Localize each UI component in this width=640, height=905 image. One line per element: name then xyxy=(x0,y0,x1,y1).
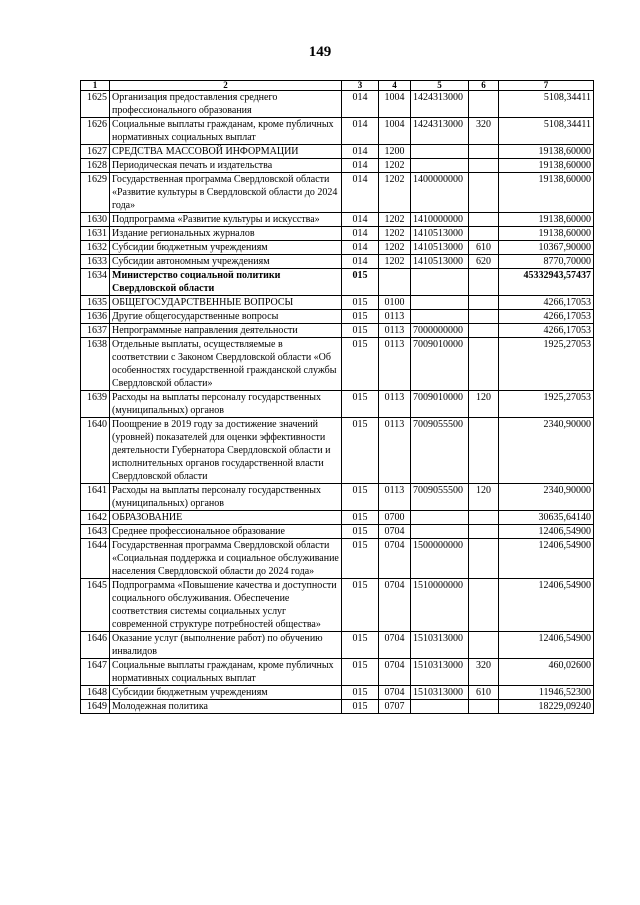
row-amount: 4266,17053 xyxy=(499,310,594,324)
row-section-code: 1202 xyxy=(379,213,411,227)
row-section-code: 1202 xyxy=(379,227,411,241)
row-section-code: 0100 xyxy=(379,296,411,310)
row-section-code: 0704 xyxy=(379,632,411,659)
row-target-code xyxy=(411,700,469,714)
row-target-code xyxy=(411,296,469,310)
row-admin-code: 015 xyxy=(342,632,379,659)
table-row xyxy=(81,391,594,418)
row-name: Среднее профессиональное образование xyxy=(110,525,342,539)
row-target-code: 1500000000 xyxy=(411,539,469,579)
row-section-code: 1202 xyxy=(379,159,411,173)
row-number: 1635 xyxy=(81,296,110,310)
row-section-code: 0113 xyxy=(379,310,411,324)
row-target-code: 1510000000 xyxy=(411,579,469,632)
row-admin-code: 015 xyxy=(342,579,379,632)
row-section-code: 1202 xyxy=(379,255,411,269)
row-amount: 4266,17053 xyxy=(499,324,594,338)
header-col-3: 3 xyxy=(342,81,379,91)
row-target-code: 1410000000 xyxy=(411,213,469,227)
row-number: 1633 xyxy=(81,255,110,269)
row-expense-type xyxy=(469,632,499,659)
row-amount: 12406,54900 xyxy=(499,525,594,539)
table-row xyxy=(81,255,594,269)
row-number: 1632 xyxy=(81,241,110,255)
table-row xyxy=(81,659,594,686)
row-admin-code: 014 xyxy=(342,173,379,213)
row-target-code: 1410513000 xyxy=(411,255,469,269)
row-name: Государственная программа Свердловской области «Социальная поддержка и социальное обслуживание населения Свердловской области до 2024 года» xyxy=(110,539,342,579)
table-row xyxy=(81,511,594,525)
row-name: Социальные выплаты гражданам, кроме публичных нормативных социальных выплат xyxy=(110,118,342,145)
table-row xyxy=(81,539,594,579)
row-amount: 2340,90000 xyxy=(499,418,594,484)
row-name: Субсидии автономным учреждениям xyxy=(110,255,342,269)
table-row xyxy=(81,632,594,659)
row-target-code: 1410513000 xyxy=(411,241,469,255)
row-admin-code: 014 xyxy=(342,91,379,118)
row-target-code: 7000000000 xyxy=(411,324,469,338)
row-admin-code: 014 xyxy=(342,159,379,173)
row-admin-code: 015 xyxy=(342,269,379,296)
row-amount: 19138,60000 xyxy=(499,213,594,227)
row-admin-code: 015 xyxy=(342,659,379,686)
row-amount: 30635,64140 xyxy=(499,511,594,525)
table-row xyxy=(81,338,594,391)
row-section-code: 0113 xyxy=(379,418,411,484)
row-section-code: 1202 xyxy=(379,173,411,213)
row-section-code xyxy=(379,269,411,296)
row-name: Молодежная политика xyxy=(110,700,342,714)
row-admin-code: 015 xyxy=(342,296,379,310)
row-amount: 12406,54900 xyxy=(499,579,594,632)
table-row xyxy=(81,118,594,145)
row-section-code: 0704 xyxy=(379,579,411,632)
row-name: Другие общегосударственные вопросы xyxy=(110,310,342,324)
row-amount: 8770,70000 xyxy=(499,255,594,269)
row-number: 1630 xyxy=(81,213,110,227)
table-row xyxy=(81,686,594,700)
row-admin-code: 014 xyxy=(342,241,379,255)
header-col-6: 6 xyxy=(469,81,499,91)
row-section-code: 0113 xyxy=(379,324,411,338)
row-section-code: 0704 xyxy=(379,539,411,579)
row-number: 1649 xyxy=(81,700,110,714)
row-expense-type xyxy=(469,310,499,324)
row-section-code: 1202 xyxy=(379,241,411,255)
row-amount: 45332943,57437 xyxy=(499,269,594,296)
row-number: 1627 xyxy=(81,145,110,159)
table-row xyxy=(81,579,594,632)
row-number: 1648 xyxy=(81,686,110,700)
page-number: 149 xyxy=(308,44,332,60)
header-col-1: 1 xyxy=(81,81,110,91)
table-row xyxy=(81,484,594,511)
row-name: Издание региональных журналов xyxy=(110,227,342,241)
row-admin-code: 014 xyxy=(342,227,379,241)
row-number: 1638 xyxy=(81,338,110,391)
row-admin-code: 015 xyxy=(342,511,379,525)
row-amount: 18229,09240 xyxy=(499,700,594,714)
table-row xyxy=(81,213,594,227)
row-number: 1636 xyxy=(81,310,110,324)
row-name: ОБЩЕГОСУДАРСТВЕННЫЕ ВОПРОСЫ xyxy=(110,296,342,310)
row-number: 1639 xyxy=(81,391,110,418)
row-admin-code: 014 xyxy=(342,213,379,227)
row-expense-type: 610 xyxy=(469,241,499,255)
row-section-code: 1004 xyxy=(379,118,411,145)
row-name: Оказание услуг (выполнение работ) по обучению инвалидов xyxy=(110,632,342,659)
row-expense-type xyxy=(469,525,499,539)
row-admin-code: 014 xyxy=(342,145,379,159)
table-row xyxy=(81,145,594,159)
row-expense-type: 620 xyxy=(469,255,499,269)
row-section-code: 0704 xyxy=(379,525,411,539)
row-section-code: 1004 xyxy=(379,91,411,118)
row-target-code: 7009055500 xyxy=(411,484,469,511)
row-section-code: 1200 xyxy=(379,145,411,159)
row-amount: 460,02600 xyxy=(499,659,594,686)
row-target-code: 1510313000 xyxy=(411,659,469,686)
row-name: Отдельные выплаты, осуществляемые в соответствии с Законом Свердловской области «Об особенностях государственной гражданской службы Свердловской области» xyxy=(110,338,342,391)
row-target-code xyxy=(411,145,469,159)
row-expense-type xyxy=(469,91,499,118)
header-col-2: 2 xyxy=(110,81,342,91)
row-target-code xyxy=(411,159,469,173)
row-section-code: 0707 xyxy=(379,700,411,714)
budget-table xyxy=(80,80,594,714)
row-amount: 19138,60000 xyxy=(499,159,594,173)
row-number: 1628 xyxy=(81,159,110,173)
row-name: Расходы на выплаты персоналу государственных (муниципальных) органов xyxy=(110,391,342,418)
row-amount: 5108,34411 xyxy=(499,91,594,118)
row-amount: 1925,27053 xyxy=(499,338,594,391)
row-amount: 5108,34411 xyxy=(499,118,594,145)
table-header-row xyxy=(81,81,594,91)
row-number: 1631 xyxy=(81,227,110,241)
row-name: Министерство социальной политики Свердловской области xyxy=(110,269,342,296)
row-number: 1626 xyxy=(81,118,110,145)
row-name: Непрограммные направления деятельности xyxy=(110,324,342,338)
row-admin-code: 014 xyxy=(342,255,379,269)
row-admin-code: 015 xyxy=(342,484,379,511)
row-name: Подпрограмма «Повышение качества и доступности социального обслуживания. Обеспечение соответствия системы социальных услуг современной структуре потребностей общества» xyxy=(110,579,342,632)
table-row xyxy=(81,310,594,324)
row-expense-type xyxy=(469,269,499,296)
row-admin-code: 015 xyxy=(342,391,379,418)
table-row xyxy=(81,324,594,338)
row-expense-type xyxy=(469,296,499,310)
header-col-4: 4 xyxy=(379,81,411,91)
row-expense-type xyxy=(469,418,499,484)
row-expense-type xyxy=(469,213,499,227)
row-number: 1641 xyxy=(81,484,110,511)
row-name: ОБРАЗОВАНИЕ xyxy=(110,511,342,525)
row-amount: 12406,54900 xyxy=(499,632,594,659)
row-name: Поощрение в 2019 году за достижение значений (уровней) показателей для оценки эффективности деятельности Губернатора Свердловской области и исполнительных органов государственной власти Свердловской области xyxy=(110,418,342,484)
row-admin-code: 015 xyxy=(342,525,379,539)
table-row xyxy=(81,91,594,118)
row-target-code: 7009055500 xyxy=(411,418,469,484)
row-target-code: 1424313000 xyxy=(411,118,469,145)
row-section-code: 0113 xyxy=(379,391,411,418)
row-amount: 12406,54900 xyxy=(499,539,594,579)
row-name: Расходы на выплаты персоналу государственных (муниципальных) органов xyxy=(110,484,342,511)
row-number: 1643 xyxy=(81,525,110,539)
row-target-code xyxy=(411,269,469,296)
row-admin-code: 015 xyxy=(342,700,379,714)
row-section-code: 0704 xyxy=(379,686,411,700)
row-target-code: 1424313000 xyxy=(411,91,469,118)
row-expense-type: 120 xyxy=(469,391,499,418)
row-expense-type: 120 xyxy=(469,484,499,511)
row-admin-code: 014 xyxy=(342,118,379,145)
row-section-code: 0113 xyxy=(379,338,411,391)
row-section-code: 0704 xyxy=(379,659,411,686)
table-row xyxy=(81,173,594,213)
row-expense-type xyxy=(469,539,499,579)
table-body xyxy=(81,91,594,714)
row-target-code: 1410513000 xyxy=(411,227,469,241)
row-name: Субсидии бюджетным учреждениям xyxy=(110,241,342,255)
row-target-code: 1510313000 xyxy=(411,686,469,700)
row-expense-type xyxy=(469,159,499,173)
row-admin-code: 015 xyxy=(342,324,379,338)
row-admin-code: 015 xyxy=(342,418,379,484)
row-admin-code: 015 xyxy=(342,539,379,579)
row-admin-code: 015 xyxy=(342,338,379,391)
row-expense-type: 610 xyxy=(469,686,499,700)
row-target-code xyxy=(411,310,469,324)
row-number: 1637 xyxy=(81,324,110,338)
row-expense-type xyxy=(469,145,499,159)
row-admin-code: 015 xyxy=(342,686,379,700)
row-number: 1629 xyxy=(81,173,110,213)
row-amount: 1925,27053 xyxy=(499,391,594,418)
row-expense-type xyxy=(469,579,499,632)
row-number: 1647 xyxy=(81,659,110,686)
row-section-code: 0700 xyxy=(379,511,411,525)
row-name: Социальные выплаты гражданам, кроме публичных нормативных социальных выплат xyxy=(110,659,342,686)
table-row xyxy=(81,227,594,241)
row-number: 1625 xyxy=(81,91,110,118)
row-number: 1645 xyxy=(81,579,110,632)
row-name: Подпрограмма «Развитие культуры и искусства» xyxy=(110,213,342,227)
row-name: Организация предоставления среднего профессионального образования xyxy=(110,91,342,118)
row-admin-code: 015 xyxy=(342,310,379,324)
row-target-code xyxy=(411,525,469,539)
row-amount: 19138,60000 xyxy=(499,145,594,159)
row-expense-type: 320 xyxy=(469,118,499,145)
row-target-code: 7009010000 xyxy=(411,338,469,391)
row-number: 1646 xyxy=(81,632,110,659)
table-row xyxy=(81,525,594,539)
row-name: СРЕДСТВА МАССОВОЙ ИНФОРМАЦИИ xyxy=(110,145,342,159)
row-expense-type xyxy=(469,324,499,338)
row-amount: 10367,90000 xyxy=(499,241,594,255)
row-amount: 2340,90000 xyxy=(499,484,594,511)
row-name: Государственная программа Свердловской области «Развитие культуры в Свердловской области до 2024 года» xyxy=(110,173,342,213)
row-name: Периодическая печать и издательства xyxy=(110,159,342,173)
row-expense-type xyxy=(469,338,499,391)
table-row xyxy=(81,269,594,296)
table-row xyxy=(81,700,594,714)
row-target-code: 1400000000 xyxy=(411,173,469,213)
row-number: 1644 xyxy=(81,539,110,579)
table-row xyxy=(81,241,594,255)
table-row xyxy=(81,418,594,484)
row-name: Субсидии бюджетным учреждениям xyxy=(110,686,342,700)
row-section-code: 0113 xyxy=(379,484,411,511)
row-expense-type xyxy=(469,227,499,241)
row-amount: 19138,60000 xyxy=(499,227,594,241)
table-row xyxy=(81,296,594,310)
row-target-code: 7009010000 xyxy=(411,391,469,418)
row-amount: 11946,52300 xyxy=(499,686,594,700)
row-amount: 4266,17053 xyxy=(499,296,594,310)
row-amount: 19138,60000 xyxy=(499,173,594,213)
header-col-5: 5 xyxy=(411,81,469,91)
row-number: 1642 xyxy=(81,511,110,525)
row-number: 1640 xyxy=(81,418,110,484)
row-expense-type: 320 xyxy=(469,659,499,686)
row-target-code: 1510313000 xyxy=(411,632,469,659)
row-number: 1634 xyxy=(81,269,110,296)
row-expense-type xyxy=(469,173,499,213)
table-row xyxy=(81,159,594,173)
row-expense-type xyxy=(469,511,499,525)
row-expense-type xyxy=(469,700,499,714)
row-target-code xyxy=(411,511,469,525)
header-col-7: 7 xyxy=(499,81,594,91)
